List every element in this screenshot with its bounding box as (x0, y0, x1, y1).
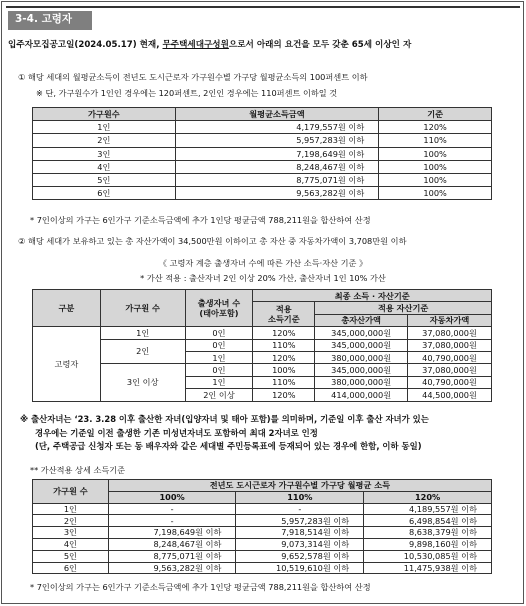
cell: 37,080,000원 (408, 339, 492, 351)
table-row (33, 187, 492, 200)
col-income: 월평균소득금액 (175, 108, 379, 121)
cell: - (108, 503, 236, 515)
col-total-asset: 총자산가액 (315, 314, 408, 326)
cell: 5,957,283원 이하 (175, 134, 379, 147)
cell: 9,073,314원 이하 (236, 538, 364, 550)
cell: 0인 (185, 364, 253, 376)
table2-subcaption: * 가산 적용 : 출산자녀 2인 이상 20% 가산, 출산자녀 1인 10% 가산 (140, 273, 386, 283)
cell: 380,000,000원 (315, 376, 408, 388)
notice-line1: ※ 출산자녀는 ‘23. 3.28 이후 출산한 자녀(입양자녀 및 태아 포함)를 의미하며, 기준일 이후 출산 자녀가 있는 (20, 414, 429, 424)
cell: 100% (379, 147, 492, 160)
criteria2-text: ② 해당 세대가 보유하고 있는 총 자산가액이 34,500만원 이하이고 총 자산 중 자동차가액이 3,708만원 이하 (18, 236, 407, 246)
cell: 5,957,283원 이하 (236, 515, 364, 527)
cell: 1인 (185, 376, 253, 388)
cell: 9,563,282원 이하 (108, 562, 236, 574)
cell: 8,248,467원 이하 (108, 538, 236, 550)
cell: 120% (253, 389, 315, 401)
cell: 8,775,071원 이하 (175, 173, 379, 186)
intro-part2: 으로서 아래의 요건을 모두 갖춘 65세 이상인 자 (228, 40, 412, 50)
criteria1-text: ① 해당 세대의 월평균소득이 전년도 도시근로자 가구원수별 가구당 월평균소득의 100퍼센트 이하 (18, 72, 368, 82)
cell: 345,000,000원 (315, 364, 408, 376)
cell: - (236, 503, 364, 515)
section-title: 3-4. 고령자 (8, 11, 92, 30)
cell: 1인 (33, 121, 176, 134)
col-household: 가구원 수 (33, 480, 109, 504)
cell: 4,179,557원 이하 (175, 121, 379, 134)
cell: 0인 (185, 339, 253, 351)
table3-note: * 7인이상의 가구는 6인가구 기준소득금액에 추가 1인당 평균금액 788,211원을 합산하여 산정 (30, 582, 371, 592)
cell: 1인 (185, 351, 253, 363)
table-row (33, 550, 492, 562)
cell: 7,198,649원 이하 (108, 527, 236, 539)
table-row (33, 327, 492, 339)
table-row (33, 147, 492, 160)
cell: 6인 (33, 187, 176, 200)
col-110: 110% (236, 491, 364, 503)
cell: 44,500,000원 (408, 389, 492, 401)
col-applied-asset: 적용 자산기준 (315, 302, 492, 314)
col-group: 전년도 도시근로자 가구원수별 가구당 월평균 소득 (108, 480, 491, 492)
table1-note: * 7인이상의 가구는 6인가구 기준소득금액에 추가 1인당 평균금액 788,211원을 합산하여 산정 (30, 215, 371, 225)
cell: 6,498,854원 이하 (364, 515, 492, 527)
cell: 2인 이상 (185, 389, 253, 401)
cell: 37,080,000원 (408, 364, 492, 376)
cell: 7,198,649원 이하 (175, 147, 379, 160)
cell: 40,790,000원 (408, 351, 492, 363)
cell: 40,790,000원 (408, 376, 492, 388)
cell: 2인 (33, 515, 109, 527)
col-standard: 기준 (379, 108, 492, 121)
table-row (33, 160, 492, 173)
cell: 1인 (100, 327, 185, 339)
cell: 4인 (33, 538, 109, 550)
cell: 6인 (33, 562, 109, 574)
income-table (32, 107, 492, 200)
col-household: 가구원수 (33, 108, 176, 121)
table-header-row (33, 290, 492, 302)
notice-line3: (단, 주택공급 신청자 또는 동 배우자와 같은 세대별 주민등록표에 등재되어 있는 경우에 한함, 이하 동일) (35, 441, 422, 452)
cell: 5인 (33, 550, 109, 562)
bonus-criteria-table (32, 289, 492, 402)
cell: 4,189,557원 이하 (364, 503, 492, 515)
table-row (33, 121, 492, 134)
table-row (33, 364, 492, 376)
child-notice (20, 413, 512, 454)
cell: 120% (253, 327, 315, 339)
col-children: 출생자녀 수 (태아포함) (185, 290, 253, 327)
cell: 100% (379, 160, 492, 173)
cell: 2인 (33, 134, 176, 147)
cell: 4인 (33, 160, 176, 173)
cell: 9,898,160원 이하 (364, 538, 492, 550)
detail-income-table (32, 479, 492, 574)
table-row (33, 503, 492, 515)
col-final-criteria: 최종 소득 · 자산기준 (253, 290, 492, 302)
cell: 110% (253, 376, 315, 388)
cell: 9,563,282원 이하 (175, 187, 379, 200)
table-row (33, 527, 492, 539)
category-cell: 고령자 (33, 327, 101, 401)
table-row (33, 515, 492, 527)
cell: 10,519,610원 이하 (236, 562, 364, 574)
cell: 7,918,514원 이하 (236, 527, 364, 539)
cell: 100% (379, 173, 492, 186)
table-row (33, 562, 492, 574)
col-car-value: 자동차가액 (408, 314, 492, 326)
table-row (33, 339, 492, 351)
table3-caption: ** 가산적용 상세 소득기준 (30, 465, 126, 475)
criteria1-sub: ※ 단, 가구원수가 1인인 경우에는 120퍼센트, 2인인 경우에는 110퍼센트 이하일 것 (36, 88, 338, 98)
cell: 8,248,467원 이하 (175, 160, 379, 173)
cell: 3인 이상 (100, 364, 185, 401)
col-120: 120% (364, 491, 492, 503)
col-household: 가구원 수 (100, 290, 185, 327)
cell: 345,000,000원 (315, 339, 408, 351)
cell: 120% (379, 121, 492, 134)
cell: 100% (253, 364, 315, 376)
col-applied-income: 적용 소득기준 (253, 302, 315, 327)
cell: 8,638,379원 이하 (364, 527, 492, 539)
section-header (6, 6, 520, 32)
cell: 110% (379, 134, 492, 147)
cell: 9,652,578원 이하 (236, 550, 364, 562)
cell: 380,000,000원 (315, 351, 408, 363)
cell: 1인 (33, 503, 109, 515)
cell: 414,000,000원 (315, 389, 408, 401)
table2-caption: 《 고령자 계층 출생자녀 수에 따른 가산 소득·자산 기준 》 (158, 258, 368, 268)
col-100: 100% (108, 491, 236, 503)
table-row (33, 538, 492, 550)
cell: 100% (379, 187, 492, 200)
intro-underline: 무주택세대구성원 (162, 40, 229, 50)
cell: 2인 (100, 339, 185, 364)
table-row (33, 173, 492, 186)
col-category: 구분 (33, 290, 101, 327)
table-row (33, 134, 492, 147)
cell: 0인 (185, 327, 253, 339)
cell: 10,530,085원 이하 (364, 550, 492, 562)
cell: 120% (253, 351, 315, 363)
cell: 3인 (33, 147, 176, 160)
cell: 345,000,000원 (315, 327, 408, 339)
income-table-header (33, 108, 492, 121)
cell: 5인 (33, 173, 176, 186)
table-header-row (33, 480, 492, 492)
cell: - (108, 515, 236, 527)
intro-part1: 입주자모집공고일(2024.05.17) 현재, (8, 40, 163, 50)
cell: 37,080,000원 (408, 327, 492, 339)
cell: 8,775,071원 이하 (108, 550, 236, 562)
notice-line2: 경우에는 기준일 이전 출생한 기존 미성년자녀도 포함하여 최대 2자녀로 인정 (35, 427, 318, 438)
cell: 3인 (33, 527, 109, 539)
cell: 11,475,938원 이하 (364, 562, 492, 574)
intro-sentence (8, 40, 520, 51)
cell: 110% (253, 339, 315, 351)
